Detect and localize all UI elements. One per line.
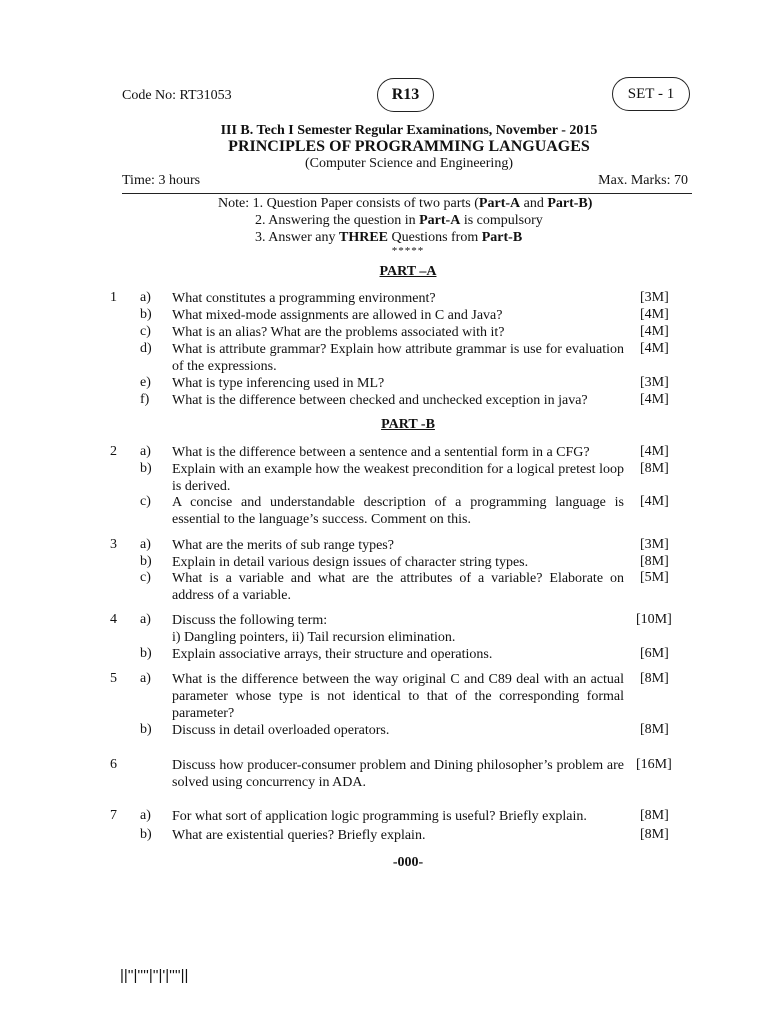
question-text: Discuss the following term: [172, 613, 328, 628]
marks: [4M] [640, 324, 669, 339]
marks: [8M] [640, 461, 669, 476]
note-text: is compulsory [460, 213, 543, 228]
marks: [4M] [640, 307, 669, 322]
question-text: What are the merits of sub range types? [172, 538, 394, 553]
note-text: Questions from [388, 230, 482, 245]
note-text: and [520, 196, 548, 211]
question-number: 5 [110, 671, 117, 686]
set-badge: SET - 1 [612, 77, 690, 111]
note-line-3 [255, 230, 522, 246]
marks: [8M] [640, 827, 669, 842]
sub-label: c) [140, 570, 151, 585]
end-of-paper-mark: -000- [392, 855, 424, 870]
part-a-heading: PART –A [379, 264, 437, 279]
question-text: Explain with an example how the weakest precondition for a logical pretest loop is derived. [172, 462, 624, 494]
subject-title: PRINCIPLES OF PROGRAMMING LANGUAGES [228, 138, 590, 155]
question-number: 7 [110, 808, 117, 823]
sub-label: a) [140, 537, 151, 552]
question-number: 4 [110, 612, 117, 627]
sub-label: b) [140, 554, 152, 569]
regulation-badge: R13 [377, 78, 434, 112]
exam-title: III B. Tech I Semester Regular Examinations, November - 2015 [220, 123, 598, 138]
question-text: Discuss how producer-consumer problem and Dining philosopher’s problem are solved using concurrency in ADA. [172, 758, 624, 790]
barcode-strip: ||''|''''|''|'|''''|| [120, 967, 189, 984]
marks: [4M] [640, 444, 669, 459]
question-text: What is the difference between the way original C and C89 deal with an actual parameter whose type is not identical to that of the corresponding formal parameter? [172, 672, 624, 721]
question-number: 1 [110, 290, 117, 305]
sub-label: a) [140, 444, 151, 459]
note-text: 2. Answering the question in [255, 213, 420, 228]
marks: [8M] [640, 722, 669, 737]
sub-label: a) [140, 808, 151, 823]
sub-label: a) [140, 290, 151, 305]
code-number: Code No: RT31053 [122, 88, 232, 103]
marks: [4M] [640, 392, 669, 407]
sub-label: f) [140, 392, 150, 407]
sub-label: b) [140, 722, 152, 737]
question-number: 2 [110, 444, 117, 459]
question-text: What mixed-mode assignments are allowed in C and Java? [172, 308, 503, 323]
question-text: Explain in detail various design issues of character string types. [172, 555, 529, 570]
question-text: Explain associative arrays, their structure and operations. [172, 647, 493, 662]
marks: [3M] [640, 290, 669, 305]
sub-label: b) [140, 827, 152, 842]
sub-label: c) [140, 494, 151, 509]
note-emphasis: Part-A [419, 213, 461, 228]
question-number: 3 [110, 537, 117, 552]
sub-label: e) [140, 375, 151, 390]
separator-stars: ***** [391, 245, 425, 257]
sub-label: a) [140, 671, 151, 686]
note-emphasis: Part-B [481, 230, 523, 245]
sub-label: c) [140, 324, 151, 339]
question-text: What constitutes a programming environment? [172, 291, 436, 306]
question-text: What is the difference between a sentence and a sentential form in a CFG? [172, 445, 590, 460]
max-marks: Max. Marks: 70 [598, 173, 688, 188]
marks: [4M] [640, 341, 669, 356]
marks: [6M] [640, 646, 669, 661]
question-text: i) Dangling pointers, ii) Tail recursion elimination. [172, 630, 456, 645]
sub-label: d) [140, 341, 152, 356]
question-text: What are existential queries? Briefly explain. [172, 828, 426, 843]
part-b-heading: PART -B [381, 417, 435, 432]
question-text: What is attribute grammar? Explain how attribute grammar is use for evaluation of the expressions. [172, 342, 624, 374]
marks: [3M] [640, 375, 669, 390]
note-line-1 [218, 196, 592, 212]
marks: [4M] [640, 494, 669, 509]
question-number: 6 [110, 757, 117, 772]
note-text: Note: 1. Question Paper consists of two parts ( [218, 196, 479, 211]
marks: [8M] [640, 808, 669, 823]
exam-duration: Time: 3 hours [122, 173, 201, 188]
note-emphasis: Part-B) [547, 196, 593, 211]
question-text: For what sort of application logic programming is useful? Briefly explain. [172, 809, 587, 824]
branch-name: (Computer Science and Engineering) [305, 156, 513, 171]
marks: [3M] [640, 537, 669, 552]
sub-label: b) [140, 307, 152, 322]
question-text: A concise and understandable description of a programming language is essential to the language’s success. Comment on this. [172, 495, 624, 527]
question-text: What is a variable and what are the attributes of a variable? Elaborate on address of a variable. [172, 571, 624, 603]
marks: [8M] [640, 671, 669, 686]
header-divider [122, 193, 692, 194]
marks: [10M] [636, 612, 672, 627]
question-text: What is type inferencing used in ML? [172, 376, 385, 391]
question-text: Discuss in detail overloaded operators. [172, 723, 390, 738]
note-line-2 [255, 213, 543, 229]
sub-label: b) [140, 646, 152, 661]
note-emphasis: Part-A [478, 196, 521, 211]
marks: [8M] [640, 554, 669, 569]
sub-label: b) [140, 461, 152, 476]
note-text: 3. Answer any [255, 230, 339, 245]
marks: [5M] [640, 570, 669, 585]
question-text: What is an alias? What are the problems associated with it? [172, 325, 505, 340]
note-emphasis: THREE [339, 230, 389, 245]
sub-label: a) [140, 612, 151, 627]
marks: [16M] [636, 757, 672, 772]
question-text: What is the difference between checked and unchecked exception in java? [172, 393, 588, 408]
